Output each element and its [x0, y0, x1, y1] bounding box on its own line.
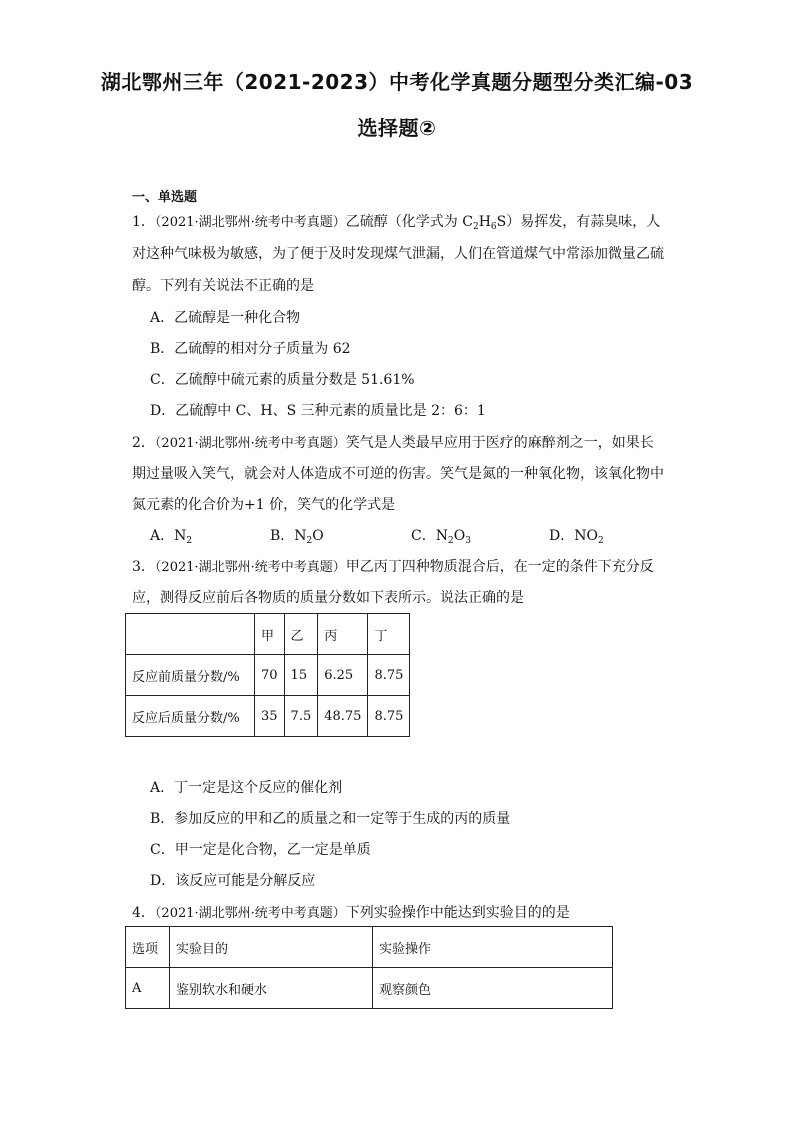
document-title-line2: 选择题②: [357, 116, 437, 140]
q3-number: 3．: [132, 559, 155, 575]
q1-option-b: B．乙硫醇的相对分子质量为 62: [150, 341, 351, 357]
q2-option-a: A．$N_2$: [150, 528, 193, 546]
q1-option-a: A．乙硫醇是一种化合物: [150, 310, 301, 326]
q3-line2: 应，测得反应前后各物质的质量分数如下表所示。说法正确的是: [132, 590, 524, 606]
q3-option-a: A．丁一定是这个反应的催化剂: [150, 780, 343, 796]
q3-option-c: C．甲一定是化合物，乙一定是单质: [150, 842, 371, 858]
q1-option-c: C．乙硫醇中硫元素的质量分数是 51.61%: [150, 372, 415, 388]
table-row: 反应前质量分数/% 70 15 6.25 8.75: [126, 655, 410, 696]
q1-source: （2021·湖北鄂州·统考中考真题）: [154, 215, 346, 230]
table-row: A 鉴别软水和硬水 观察颜色: [126, 968, 613, 1009]
q1-number: 1．: [132, 214, 155, 230]
q2-option-d: D．$NO_2$: [549, 528, 604, 546]
q4-line1: 4．（2021·湖北鄂州·统考中考真题）下列实验操作中能达到实验目的的是: [132, 905, 570, 921]
table-header-row: 甲 乙 丙 丁: [126, 614, 410, 655]
q2-line2: 期过量吸入笑气，就会对人体造成不可逆的伤害。笑气是氮的一种氧化物，该氧化物中: [132, 466, 664, 482]
table-header-row: 选项 实验目的 实验操作: [126, 927, 613, 968]
q2-line3: 氮元素的化合价为+1 价，笑气的化学式是: [132, 497, 396, 513]
q4-source: （2021·湖北鄂州·统考中考真题）: [154, 906, 346, 921]
q2-option-b: B．$N_2O$: [270, 528, 324, 546]
q4-number: 4．: [132, 905, 155, 921]
document-title-line1: 湖北鄂州三年（2021-2023）中考化学真题分题型分类汇编-03: [100, 70, 694, 94]
q1-line3: 醇。下列有关说法不正确的是: [132, 278, 314, 294]
q3-option-b: B．参加反应的甲和乙的质量之和一定等于生成的丙的质量: [150, 811, 511, 827]
section-heading: 一、单选题: [132, 190, 198, 205]
q3-data-table: [125, 613, 410, 737]
q1-option-d: D．乙硫醇中 C、H、S 三种元素的质量比是 2：6：1: [150, 403, 486, 419]
q3-line1: 3．（2021·湖北鄂州·统考中考真题）甲乙丙丁四种物质混合后，在一定的条件下充分反: [132, 559, 654, 575]
q2-source: （2021·湖北鄂州·统考中考真题）: [154, 436, 346, 451]
q1-line2: 对这种气味极为敏感，为了便于及时发现煤气泄漏，人们在管道煤气中常添加微量乙硫: [132, 246, 664, 262]
q4-data-table: [125, 926, 613, 1009]
q2-line1: 2．（2021·湖北鄂州·统考中考真题）笑气是人类最早应用于医疗的麻醉剂之一，如果长: [132, 435, 654, 451]
q2-option-c: C．$N_2O_3$: [411, 528, 471, 546]
q1-line1: 1．（2021·湖北鄂州·统考中考真题）乙硫醇（化学式为 $C_2H_6S$）易挥发，有蒜臭味，人: [132, 214, 661, 232]
q3-option-d: D．该反应可能是分解反应: [150, 873, 316, 889]
table-row: 反应后质量分数/% 35 7.5 48.75 8.75: [126, 696, 410, 737]
q2-number: 2．: [132, 435, 155, 451]
q3-source: （2021·湖北鄂州·统考中考真题）: [154, 560, 346, 575]
